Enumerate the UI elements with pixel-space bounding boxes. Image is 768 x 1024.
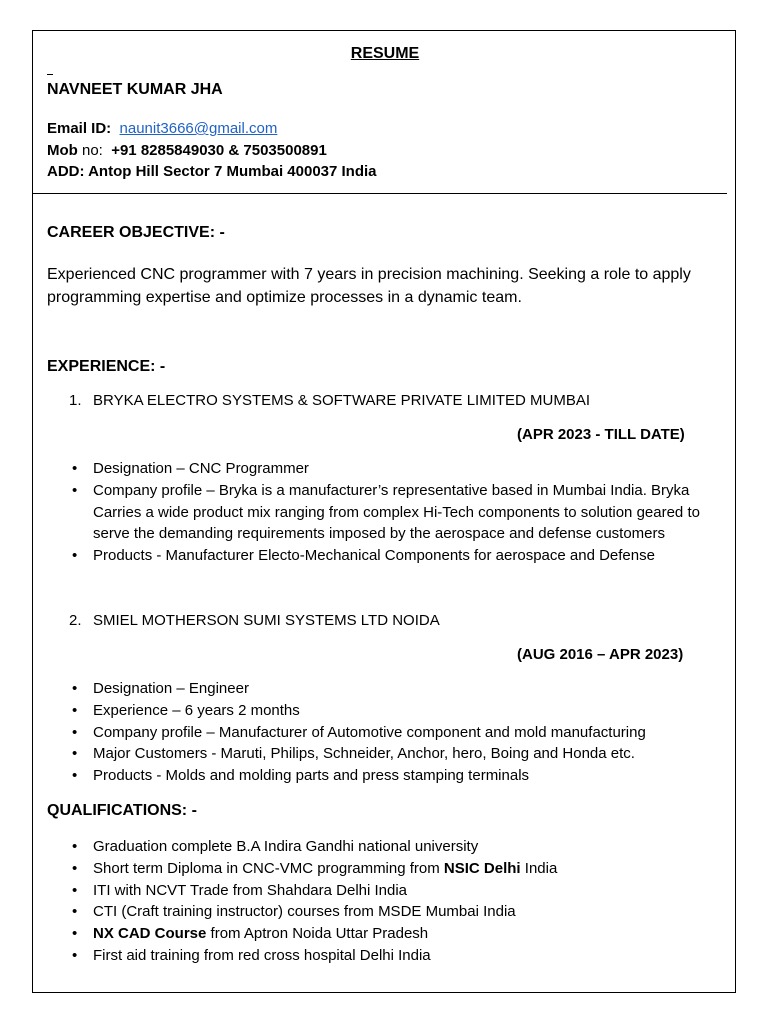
list-item: [33, 480, 723, 545]
list-item: [33, 743, 723, 765]
list-item: [33, 765, 723, 787]
list-item-text: Company profile – Bryka is a manufacturer’s representative based in Mumbai India. Bryka Carries a wide product mix ranging from complex Hi-Tech components to solution geared to serve the demanding requirements imposed by the aerospace and defense customers: [93, 481, 700, 543]
bullet-icon: •: [72, 925, 78, 943]
list-item-text: Experience – 6 years 2 months: [93, 701, 300, 719]
list-item: [33, 700, 723, 722]
candidate-name: NAVNEET KUMAR JHA: [47, 81, 223, 98]
bullet-icon: •: [72, 767, 78, 785]
job-dates: (AUG 2016 – APR 2023): [517, 646, 684, 663]
header-divider: [33, 193, 727, 194]
career-objective-heading: CAREER OBJECTIVE: -: [47, 224, 225, 241]
list-item: [33, 458, 723, 480]
job-details-list: [33, 458, 723, 567]
qualification-text-bold: NX CAD Course: [93, 925, 207, 943]
list-item: [33, 722, 723, 744]
resume-page: [32, 30, 736, 993]
bullet-icon: •: [72, 745, 78, 763]
list-item: [33, 836, 723, 858]
bullet-icon: •: [72, 946, 78, 964]
list-item-text: Designation – CNC Programmer: [93, 460, 309, 477]
bullet-icon: •: [72, 481, 78, 499]
email-label: Email ID:: [47, 120, 112, 137]
career-objective-text: Experienced CNC programmer with 7 years in precision machining. Seeking a role to apply programming expertise and optimize processes in a dynamic team.: [47, 266, 691, 306]
qualifications-list: [33, 836, 723, 967]
list-item-text: Company profile – Manufacturer of Automotive component and mold manufacturing: [93, 723, 646, 741]
experience-heading: EXPERIENCE: -: [47, 358, 166, 375]
list-item: [33, 945, 723, 967]
email-link[interactable]: naunit3666@gmail.com: [119, 120, 278, 137]
list-item: [33, 858, 723, 880]
qualification-text-bold: NSIC Delhi: [443, 859, 521, 877]
list-item: [33, 901, 723, 923]
list-item-text: Major Customers - Maruti, Philips, Schneider, Anchor, hero, Boing and Honda etc.: [93, 745, 635, 763]
bullet-icon: •: [72, 859, 78, 877]
bullet-icon: •: [72, 881, 78, 899]
list-item: [33, 923, 723, 945]
bullet-icon: •: [72, 680, 78, 697]
qualification-text: CTI (Craft training instructor) courses from MSDE Mumbai India: [93, 903, 516, 921]
list-item: [33, 545, 723, 567]
mobile-label-suffix: no:: [77, 142, 103, 159]
list-item: [33, 678, 723, 700]
qualification-text: First aid training from red cross hospital Delhi India: [93, 946, 431, 964]
bullet-icon: •: [72, 460, 78, 477]
job-company: SMIEL MOTHERSON SUMI SYSTEMS LTD NOIDA: [93, 612, 440, 629]
job-company: BRYKA ELECTRO SYSTEMS & SOFTWARE PRIVATE LIMITED MUMBAI: [93, 392, 591, 409]
qualification-text-suffix: India: [520, 859, 558, 877]
job-number: 2.: [69, 612, 82, 629]
qualification-text: Graduation complete B.A Indira Gandhi national university: [93, 838, 479, 855]
list-item-text: Designation – Engineer: [93, 680, 249, 697]
document-title: RESUME: [350, 45, 420, 62]
job-dates: (APR 2023 - TILL DATE): [517, 426, 685, 443]
bullet-icon: •: [72, 903, 78, 921]
address-line: [47, 163, 377, 180]
email-line: [47, 120, 277, 137]
bullet-icon: •: [72, 547, 78, 565]
list-item-text: Products - Molds and molding parts and press stamping terminals: [93, 767, 530, 785]
mobile-number: +91 8285849030 & 7503500891: [111, 142, 327, 159]
bullet-icon: •: [72, 838, 78, 855]
mobile-label: Mob: [47, 142, 78, 159]
mobile-line: [47, 142, 327, 159]
qualification-text: Short term Diploma in CNC-VMC programming from: [93, 859, 444, 877]
list-item: [33, 880, 723, 902]
qualification-text-suffix: from Aptron Noida Uttar Pradesh: [206, 925, 429, 943]
qualifications-heading: QUALIFICATIONS: -: [47, 802, 197, 819]
job-number: 1.: [69, 392, 82, 409]
qualification-text: ITI with NCVT Trade from Shahdara Delhi India: [93, 881, 408, 899]
name-underline-mark: [47, 74, 53, 75]
list-item-text: Products - Manufacturer Electo-Mechanical Components for aerospace and Defense: [93, 547, 655, 565]
bullet-icon: •: [72, 701, 78, 719]
address: ADD: Antop Hill Sector 7 Mumbai 400037 India: [47, 163, 377, 180]
job-details-list: [33, 678, 723, 787]
bullet-icon: •: [72, 723, 78, 741]
